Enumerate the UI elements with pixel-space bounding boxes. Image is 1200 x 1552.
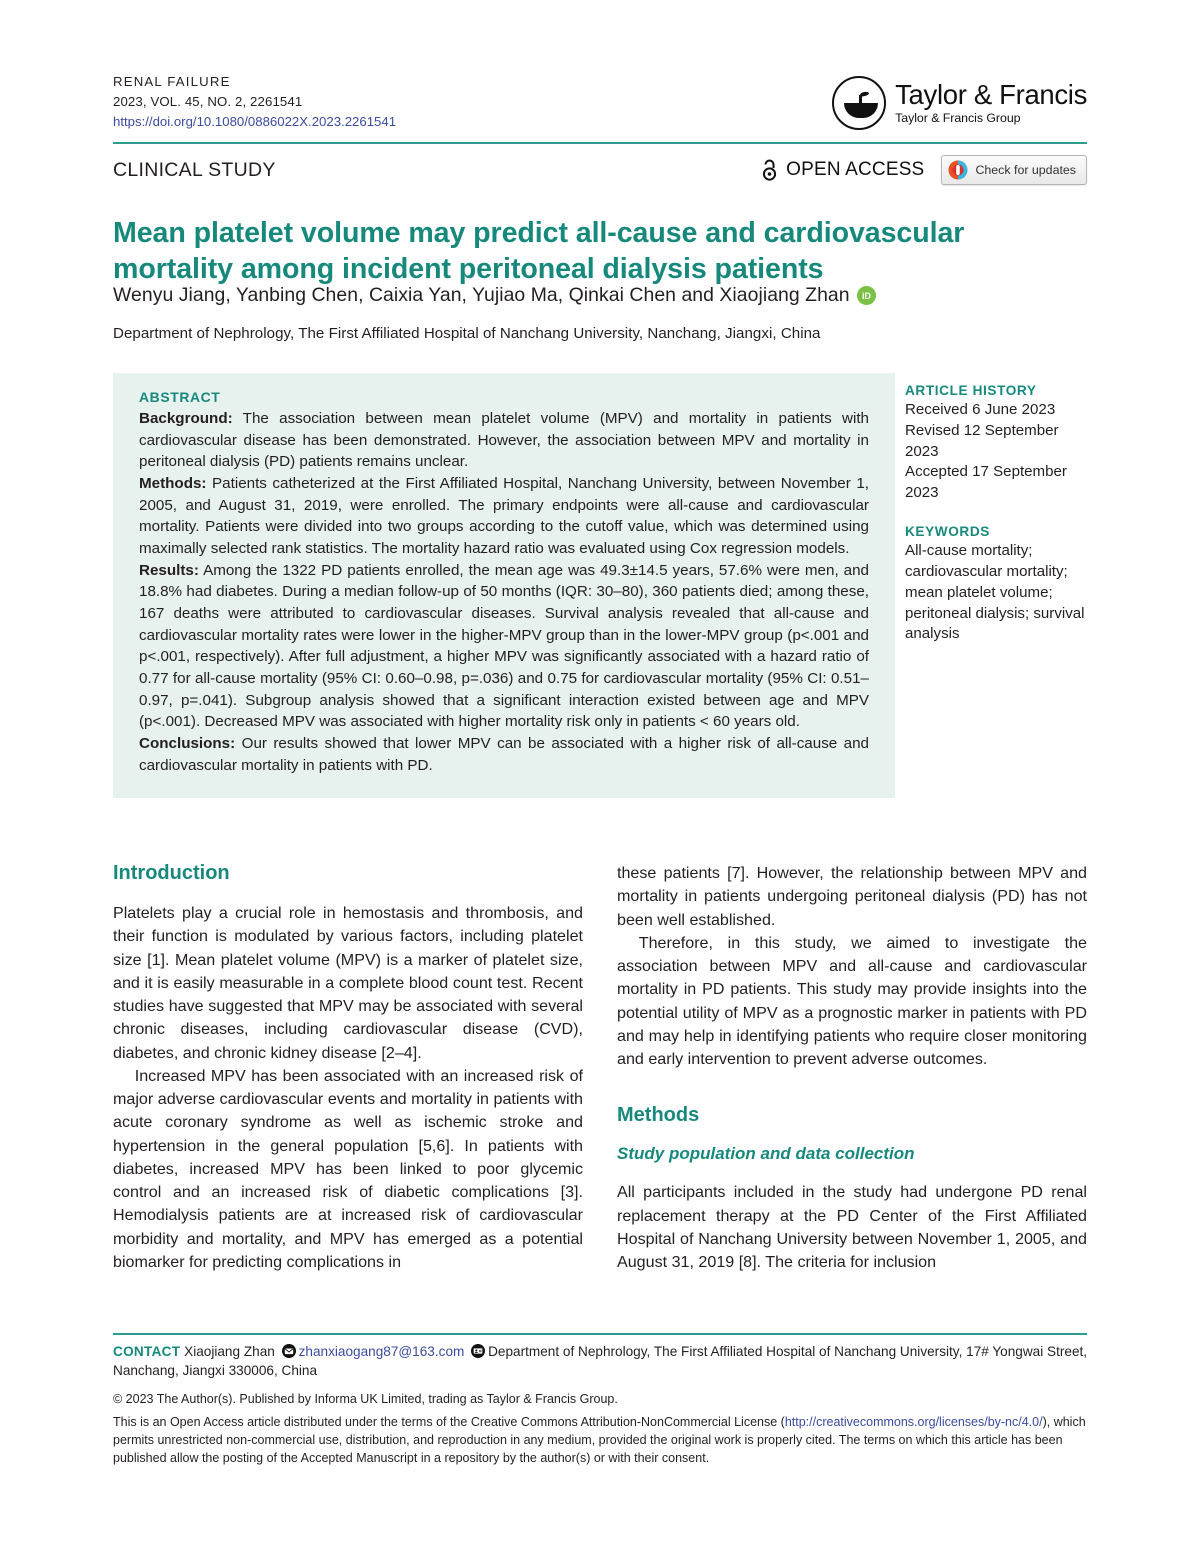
keywords-label: KEYWORDS bbox=[905, 524, 990, 540]
contact-label: CONTACT bbox=[113, 1344, 181, 1359]
masthead-divider bbox=[113, 142, 1087, 144]
affiliation: Department of Nephrology, The First Affiliated Hospital of Nanchang University, Nanchang, Jiangxi, China bbox=[113, 325, 821, 342]
contact-address: Department of Nephrology, The First Affiliated Hospital of Nanchang University, 17# Yongwai Street, Nanchang, Jiangxi 330006, China bbox=[113, 1344, 1088, 1379]
article-history-revised: Revised 12 September 2023 bbox=[905, 421, 1059, 460]
crossmark-icon bbox=[948, 160, 968, 180]
abstract-heading-background: Background: bbox=[139, 410, 233, 427]
abstract-text-conclusions: Our results showed that lower MPV can be associated with a higher risk of all-cause and cardiovascular mortality in patients with PD. bbox=[139, 734, 869, 774]
doi-link[interactable]: https://doi.org/10.1080/0886022X.2023.2261541 bbox=[113, 114, 397, 130]
contact-email-link[interactable]: zhanxiaogang87@163.com bbox=[298, 1344, 465, 1359]
author-names: Wenyu Jiang, Yanbing Chen, Caixia Yan, Yujiao Ma, Qinkai Chen and Xiaojiang Zhan bbox=[113, 284, 850, 306]
abstract-section bbox=[139, 473, 869, 560]
keywords-text: All-cause mortality; cardiovascular mortality; mean platelet volume; peritoneal dialysis; survival analysis bbox=[905, 542, 1085, 643]
abstract-text-methods: Patients catheterized at the First Affiliated Hospital, Nanchang University, between November 1, 2005, and August 31, 2019, were enrolled. The primary endpoints were all-cause and cardiovascular mortality. Patients were divided into two groups according to the cutoff value, which was determined using maximally selected rank statistics. The mortality hazard ratio was evaluated using Cox regression models. bbox=[139, 474, 869, 557]
check-for-updates-button[interactable] bbox=[941, 155, 1087, 185]
taylor-francis-logo bbox=[832, 76, 1087, 130]
article-type-row bbox=[113, 155, 1087, 185]
paragraph: Platelets play a crucial role in hemostasis and thrombosis, and their function is modulated by various factors, including platelet size [1]. Mean platelet volume (MPV) is a marker of platelet size, and it is easily measurable in a complete blood count test. Recent studies have suggested that MPV may be associated with several chronic diseases, including cardiovascular disease (CVD), diabetes, and chronic kidney disease [2–4]. bbox=[113, 904, 583, 1062]
subsection-heading-study-population: Study population and data collection bbox=[617, 1144, 915, 1164]
open-access-badge bbox=[762, 159, 924, 181]
article-meta-sidebar bbox=[905, 383, 1090, 645]
publisher-group: Taylor & Francis Group bbox=[895, 110, 1021, 125]
orcid-id-icon[interactable] bbox=[857, 286, 876, 305]
paragraph: Therefore, in this study, we aimed to investigate the association between MPV and all-cause and cardiovascular mortality in PD patients. This study may provide insights into the potential utility of MPV as a prognostic marker in patients with PD and may help in identifying patients who require closer monitoring and early intervention to prevent adverse outcomes. bbox=[617, 933, 1087, 1068]
license-text-post: ), which permits unrestricted non-commercial use, distribution, and reproduction in any medium, provided the original work is properly cited. The terms on which this article has been published allow the posting of the Accepted Manuscript in a repository by the author(s) or with their consent. bbox=[113, 1414, 1086, 1465]
address-card-icon bbox=[471, 1344, 485, 1358]
publisher-name: Taylor & Francis bbox=[895, 79, 1087, 111]
masthead bbox=[113, 72, 1087, 132]
license-statement bbox=[113, 1413, 1089, 1467]
abstract-section bbox=[139, 733, 869, 776]
abstract-heading-methods: Methods: bbox=[139, 474, 207, 492]
abstract-heading-results: Results: bbox=[139, 561, 199, 579]
body-column-right bbox=[617, 862, 1087, 1274]
author-list bbox=[113, 284, 1073, 307]
journal-issue-line: 2023, VOL. 45, NO. 2, 2261541 bbox=[113, 94, 303, 110]
teacup-circle-logo-icon bbox=[832, 76, 886, 130]
abstract-box bbox=[113, 373, 895, 798]
check-for-updates-label: Check for updates bbox=[975, 163, 1076, 177]
abstract-section bbox=[139, 408, 869, 473]
article-type-label: CLINICAL STUDY bbox=[113, 158, 276, 181]
contact-name: Xiaojiang Zhan bbox=[184, 1344, 275, 1359]
svg-text:iD: iD bbox=[861, 291, 871, 302]
abstract-heading-conclusions: Conclusions: bbox=[139, 734, 236, 752]
envelope-icon bbox=[282, 1344, 296, 1358]
section-heading-introduction: Introduction bbox=[113, 862, 230, 884]
open-access-label: OPEN ACCESS bbox=[786, 159, 925, 180]
page-title: Mean platelet volume may predict all-cause and cardiovascular mortality among incident peritoneal dialysis patients bbox=[113, 217, 965, 286]
journal-info bbox=[113, 72, 396, 132]
contact-line bbox=[113, 1342, 1089, 1381]
abstract-text-results: Among the 1322 PD patients enrolled, the mean age was 49.3±14.5 years, 57.6% were men, and 18.8% had diabetes. During a median follow-up of 50 months (IQR: 30–80), 360 patients died; among these, 167 deaths were attributed to cardiovascular diseases. Survival analysis revealed that all-cause and cardiovascular mortality rates were lower in the higher-MPV group than in the lower-MPV group (p<.001 and p<.001, respectively). After full adjustment, a higher MPV was significantly associated with a hazard ratio of 0.77 for all-cause mortality (95% CI: 0.60–0.98, p=.036) and 0.75 for cardiovascular mortality (95% CI: 0.51–0.97, p=.041). Subgroup analysis showed that a significant interaction existed between age and MPV (p<.001). Decreased MPV was associated with higher mortality risk only in patients < 60 years old. bbox=[139, 561, 869, 731]
abstract-text-background: The association between mean platelet volume (MPV) and mortality in patients with cardiovascular disease has been demonstrated. However, the association between MPV and mortality in peritoneal dialysis (PD) patients remains unclear. bbox=[139, 410, 869, 471]
footer-divider bbox=[113, 1333, 1087, 1335]
open-lock-icon bbox=[762, 159, 779, 181]
body-column-left bbox=[113, 862, 583, 1274]
paragraph: these patients [7]. However, the relationship between MPV and mortality in patients undergoing peritoneal dialysis (PD) has not been well established. bbox=[617, 864, 1087, 929]
abstract-section bbox=[139, 560, 869, 733]
license-text-pre: This is an Open Access article distributed under the terms of the Creative Commons Attribution-NonCommercial License ( bbox=[113, 1414, 785, 1429]
access-group bbox=[762, 155, 1087, 185]
paragraph: All participants included in the study had undergone PD renal replacement therapy at the PD Center of the First Affiliated Hospital of Nanchang University between November 1, 2005, and August 31, 2019 [8]. The criteria for inclusion bbox=[617, 1183, 1087, 1271]
paragraph: Increased MPV has been associated with an increased risk of major adverse cardiovascular events and mortality in patients with acute coronary syndrome as well as ischemic stroke and hypertension in the general population [5,6]. In patients with diabetes, increased MPV has been linked to poor glycemic control and an increased risk of diabetic complications [3]. Hemodialysis patients are at increased risk of cardiovascular morbidity and mortality, and MPV has emerged as a potential biomarker for predicting complications in bbox=[113, 1066, 583, 1271]
article-history-label: ARTICLE HISTORY bbox=[905, 383, 1037, 398]
article-history-received: Received 6 June 2023 bbox=[905, 401, 1056, 418]
footer bbox=[113, 1342, 1089, 1467]
copyright-line: © 2023 The Author(s). Published by Informa UK Limited, trading as Taylor & Francis Group. bbox=[113, 1391, 618, 1406]
license-url-link[interactable]: http://creativecommons.org/licenses/by-nc/4.0/ bbox=[784, 1414, 1043, 1429]
article-history-accepted: Accepted 17 September 2023 bbox=[905, 463, 1067, 502]
section-heading-methods: Methods bbox=[617, 1104, 700, 1127]
journal-name: RENAL FAILURE bbox=[113, 74, 231, 89]
abstract-label: ABSTRACT bbox=[139, 389, 221, 405]
